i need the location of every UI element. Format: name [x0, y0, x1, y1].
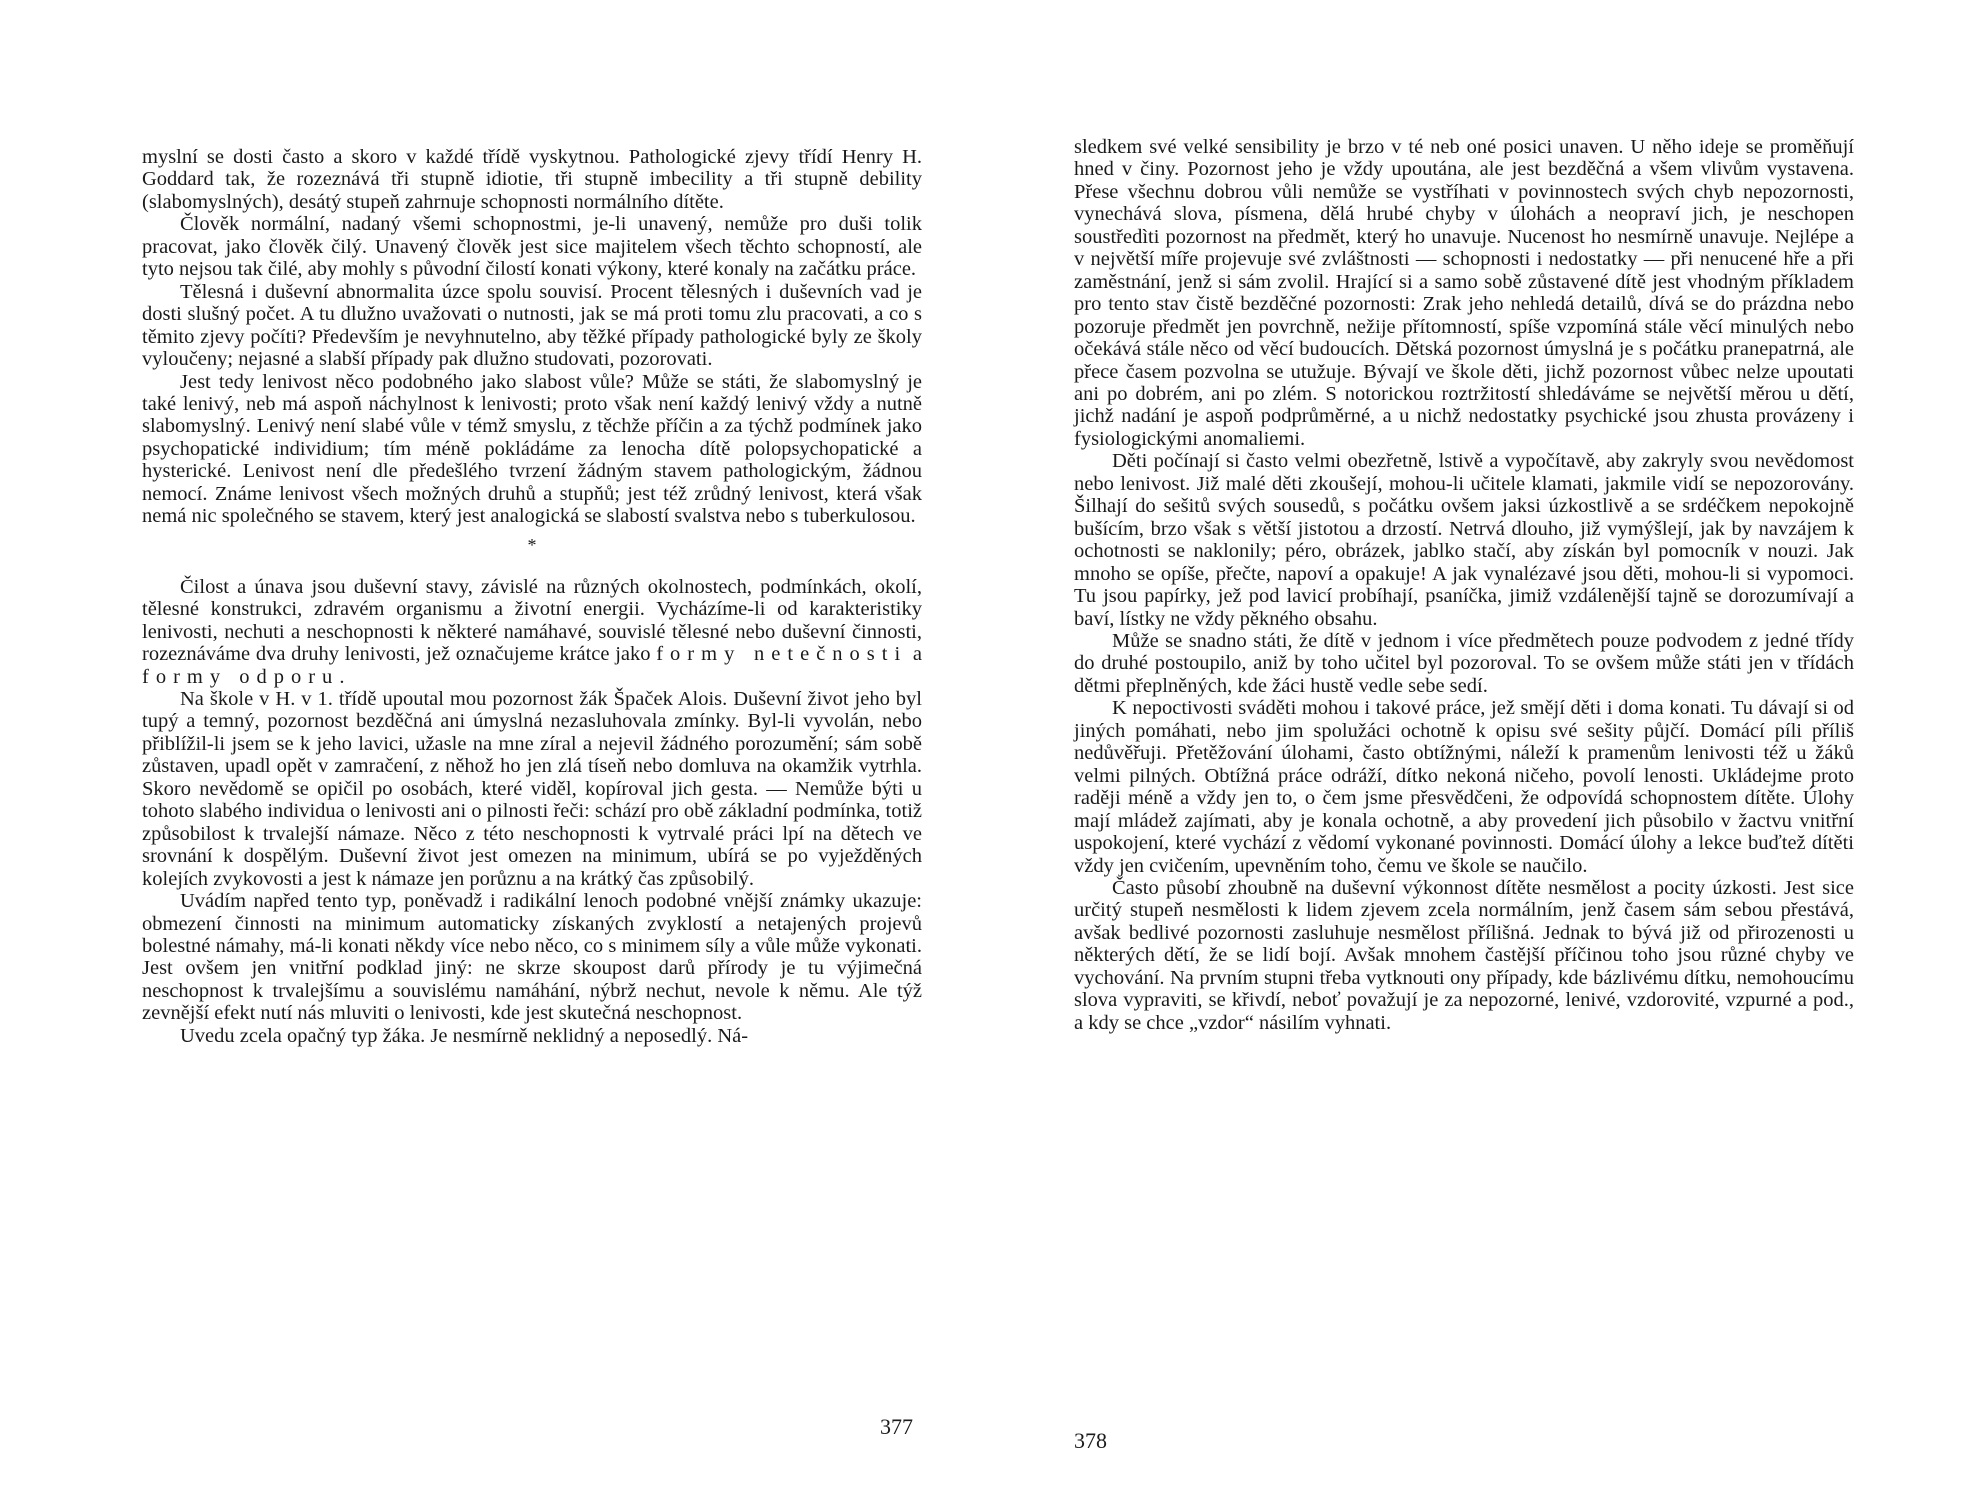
paragraph: Často působí zhoubně na duševní výkonnost dítěte nesmělost a pocity úzkosti. Jest sice určitý stupeň nesmělosti k lidem zjevem zcela normálním, jenž časem sám sebou přestává, avšak bedlivé pozornosti zasluhuje nesmělost přílišná. Jednak to bývá již od přirozenosti u některých dětí, že se lidí bojí. Avšak mnohem častější příčinou toho jsou různé chyby ve vychování. Na prvním stupni třeba vytknouti ony případy, kde bázlivému dítku, nemohoucímu slova vypraviti, se křivdí, neboť považují je za nepozorné, lenivé, vzdorovité, vzpurné a pod., a kdy se chce „vzdor“ násilím vyhnati.	[1074, 876, 1854, 1034]
paragraph: sledkem své velké sensibility je brzo v té neb oné posici unaven. U něho ideje se proměňují hned v činy. Pozornost jeho je vždy upoutána, ale jest bezděčná a všem vlivům vystavena. Přese všechnu dobrou vůli nemůže se vystříhati v povinnostech svých chyb nepozornosti, vynechává slova, písmena, dělá hrubé chyby v úlohách a neopraví jich, je neschopen soustředìti pozornost na předmět, který ho unavuje. Nucenost ho nesmírně unavuje. Nejlépe a v největší míře projevuje své zvláštnosti — schopnosti i nedostatky — při nenucené hře a při zaměstnání, jenž si sám zvolil. Hrající si a samo sobě zůstavené dítě jest vhodným příkladem pro tento stav čistě bezděčné pozornosti: Zrak jeho nehledá detailů, dívá se do prázdna nebo pozoruje předmět jen povrchně, nežije přítomností, spíše vzpomíná stále věcí minulých nebo očekává stále něco od věcí budoucích. Dětská pozornost úmyslná je s počátku pranepatrná, ale přece časem pozvolna se utužuje. Bývají ve škole děti, jichž pozornost vůbec nelze upoutati ani po dobrém, ani po zlém. S notorickou roztržitostí shledáváme se největší měrou u dětí, jichž nadání je aspoň podprůměrné, a u nichž nedostatky psychické jsou zhusta provázeny i fysiologickými anomaliemi.	[1074, 136, 1854, 450]
left-text-column	[142, 146, 922, 1047]
paragraph	[142, 576, 922, 688]
paragraph: Uvedu zcela opačný typ žáka. Je nesmírně neklidný a neposedlý. Ná-	[180, 1024, 749, 1047]
paragraph: K nepoctivosti sváděti mohou i takové práce, jež smějí děti i doma konati. Tu dávají si od jiných pomáhati, nebo jim spolužáci ochotně k opisu své sešity půjčí. Domácí píli příliš nedůvěřuji. Přetěžování úlohami, často obtížnými, náleží k pramenům lenivosti též u žáků velmi pilných. Obtížná práce odráží, dítko nekoná ničeho, povolí lenosti. Ukládejme proto raději méně a vždy jen to, o čem jsme přesvědčeni, že odpovídá schopnostem dítěte. Úlohy mají mládež zajímati, aby je konala ochotně, a aby provedení jich působilo v žactvu vnitřní uspokojení, které vychází z vědomí vykonané povinnosti. Domácí úlohy a lekce buďtež dítěti vždy jen cvičením, upevněním toho, čemu ve škole se naučilo.	[1074, 697, 1854, 877]
paragraph: myslní se dosti často a skoro v každé třídě vyskytnou. Pathologické zjevy třídí Henry H. Goddard tak, že rozeznává tři stupně idiotie, tři stupně imbecility a tři stupně debility (slabomyslných), desátý stupeň zahrnuje schopnosti normálního dítěte.	[142, 146, 922, 213]
paragraph: Může se snadno státi, že dítě v jednom i více předmětech pouze podvodem z jedné třídy do druhé postoupilo, aniž by toho učitel byl pozoroval. To se ovšem může státi jen v třídách dětmi přeplněných, kde žáci hustě vedle sebe sedí.	[1074, 629, 1854, 697]
paragraph-text: Čilost a únava jsou duševní stavy, závislé na různých okolnostech, podmínkách, okolí, tělesné konstrukci, zdravém organismu a životní energii. Vycházíme-li od karakteristiky lenivosti, nechuti a neschopnosti k některé namáhavé, souvislé tělesné nebo duševní činnosti, rozeznáváme dva druhy lenivosti, jež označujeme krátce jako	[142, 575, 922, 666]
paragraph: Uvádím napřed tento typ, poněvadž i radikální lenoch podobné vnější známky ukazuje: obmezení činnosti na minimum automaticky získaných zvyklostí a netajených projevů bolestné námahy, má-li konati někdy více nebo něco, co s minimem síly a vůle může vykonati. Jest ovšem jen vnitřní podklad jiný: ne skrze skoupost darů přírody je tu výjimečná neschopnost k trvalejšímu a souvislému namáhání, nýbrž nechut, nevole k němu. Ale týž zevnější efekt nutí nás mluviti o lenivosti, kde jest skutečná neschopnost.	[142, 890, 922, 1025]
paragraph: Jest tedy lenivost něco podobného jako slabost vůle? Může se státi, že slabomyslný je také lenivý, neb má aspoň náchylnost k lenivosti; proto však není každý lenivý vždy a nutně slabomyslný. Lenivý není slabé vůle v témž smyslu, z těchže příčin a za týchž podmínek jako psychopatické individium; tím méně pokládáme za lenocha dítě polopsychopatické a hysterické. Lenivost není dle předešlého tvrzení žádným stavem pathologickým, žádnou nemocí. Známe lenivost všech možných druhů a stupňů; jest též zrůdný lenivost, která však nemá nic společného se stavem, který jest analogická se slabostí svalstva nebo s tuberkulosou.	[142, 370, 922, 528]
right-page	[992, 0, 1984, 1500]
section-separator: *	[527, 534, 537, 555]
page-number: 378	[1074, 1428, 1107, 1453]
paragraph: Tělesná i duševní abnormalita úzce spolu souvisí. Procent tělesných i duševních vad je dosti slušný počet. A tu dlužno uvažovati o nutnosti, jak se má proti tomu zlu pracovati, a co s těmito zjevy počíti? Především je nevyhnutelno, aby těžké případy pathologické byly ze školy vyloučeny; nejasné a slabší případy pak dlužno studovati, pozorovati.	[142, 280, 922, 371]
paragraph: Na škole v H. v 1. třídě upoutal mou pozornost žák Špaček Alois. Duševní život jeho byl tupý a temný, pozornost bezděčná ani úmyslná nezasluhovala zmínky. Byl-li vyvolán, nebo přiblížil-li jsem se k jeho lavici, užasle na mne zíral a nejevil žádného porozumění; sám sobě zůstaven, upadl opět v zamračení, z něhož ho jen zlá tíseň nebo domluva na okamžik vytrhla. Skoro nevědomě se opičil po osobách, které viděl, kopíroval jich gesta. — Nemůže býti u tohoto slabého individua o lenivosti ani o pilnosti řeči: schází pro obě základní podmínka, totiž způsobilost k trvalejší námaze. Něco z této neschopnosti k vytrvalé práci lpí na dětech ve srovnání k dospělým. Duševní život jest omezen na minimum, ubírá se po vyježděných kolejích zvykovosti a jest k námaze jen porůznu a na krátký čas způsobilý.	[142, 687, 922, 890]
term-formy-netecnosti: formy netečnosti	[656, 643, 908, 666]
paragraph: Děti počínají si často velmi obezřetně, lstivě a vypočítavě, aby zakryly svou nevědomost nebo lenivost. Již malé děti zkoušejí, mohou-li učitele klamati, jakmile vidí se nepozorovány. Šilhají do sešitů svých sousedů, s počátku ovšem jaksi úzkostlivě a se srdéčkem nepokojně bušícím, brzo však s větší jistotou a drzostí. Netrvá dlouho, již vymýšlejí, jak by navzájem k ochotnosti se naklonily; péro, obrázek, jablko stačí, aby získán byl pomocník v nouzi. Jak mnoho se opíše, přečte, napoví a opakuje! A jak vynalézavé jsou děti, mohou-li si vypomoci. Tu jsou papírky, jež pod lavicí probíhají, psaníčka, jimiž vzdálenější tajně se dorozumívají a baví, lístky ne vždy pěkného obsahu.	[1074, 450, 1854, 630]
right-text-column	[1074, 136, 1854, 1034]
paragraph-text: a	[907, 643, 922, 666]
page-number: 377	[880, 1414, 913, 1439]
paragraph: Člověk normální, nadaný všemi schopnostmi, je-li unavený, nemůže pro duši tolik pracovat, jako člověk čilý. Unavený člověk jest sice majitelem všech těchto schopností, ale tyto nejsou tak čilé, aby mohly s původní čilostí konati výkony, které konaly na začátku práce.	[142, 213, 922, 281]
term-formy-odporu: formy odporu	[142, 665, 340, 688]
paragraph-text: .	[339, 665, 345, 688]
